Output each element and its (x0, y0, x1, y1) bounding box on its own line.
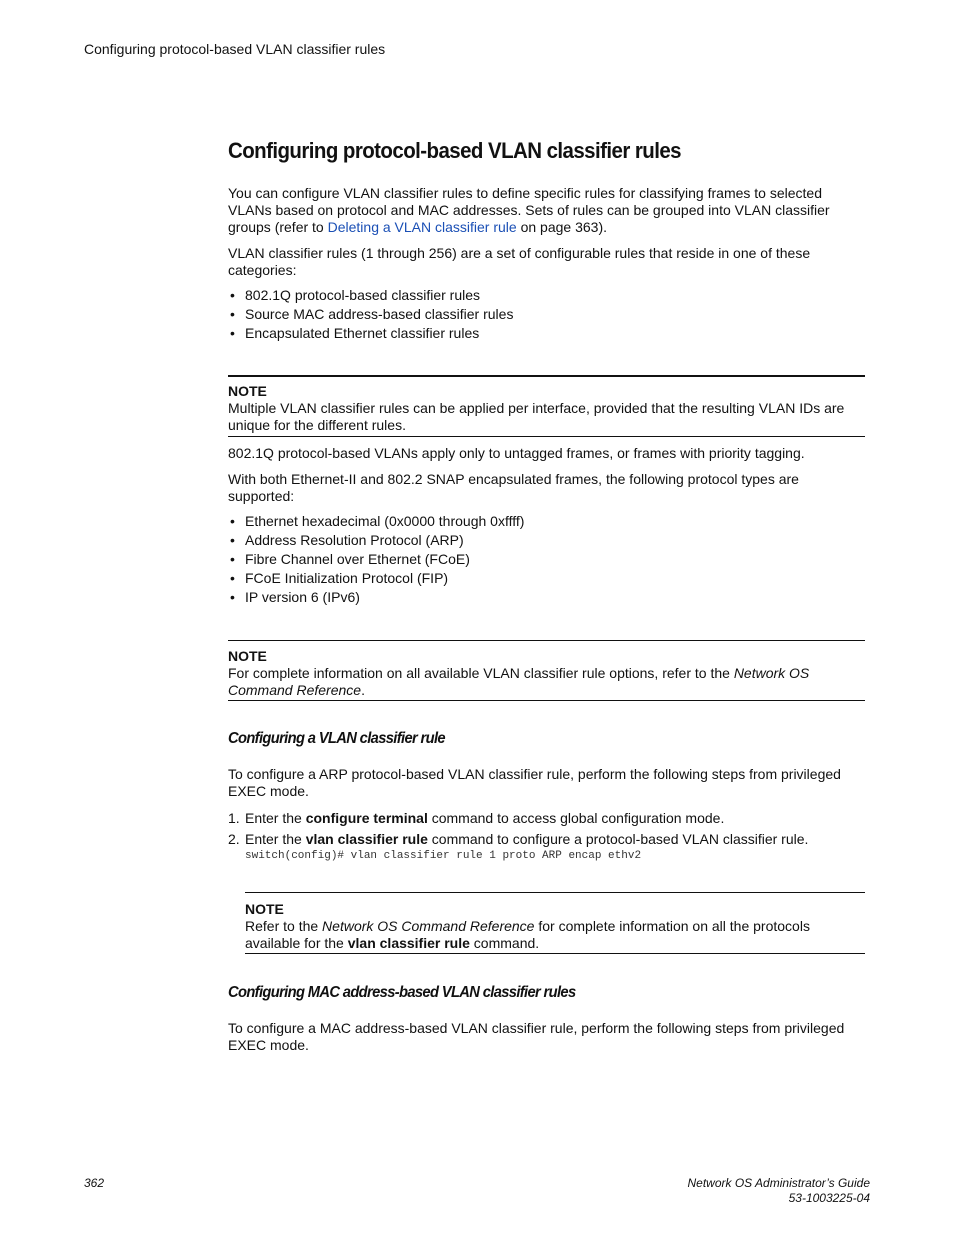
subsection-title-mac-rules: Configuring MAC address-based VLAN classifier rules (228, 984, 576, 1001)
category-list (228, 286, 513, 343)
para-8021q (228, 445, 865, 462)
note-text-italic: Network OS Command Reference (322, 918, 535, 934)
sub2-intro-text: To configure a MAC address-based VLAN classifier rule, perform the following steps from privileged EXEC mode. (228, 1020, 845, 1053)
list-item: • FCoE Initialization Protocol (FIP) (228, 569, 524, 588)
para-ethernet (228, 471, 865, 505)
list-item: • Source MAC address-based classifier rules (228, 305, 513, 324)
note-rule-bottom (228, 436, 865, 437)
section-title: Configuring protocol-based VLAN classifier rules (228, 138, 681, 163)
note-text-before: For complete information on all available VLAN classifier rule options, refer to the (228, 665, 734, 681)
step-text: Enter the (245, 810, 306, 826)
step-number: 2. (228, 831, 240, 847)
note-text-middle: for complete information on all the protocols available for the (245, 918, 810, 951)
doc-number: 53-1003225-04 (788, 1191, 870, 1205)
note-text-before: Refer to the (245, 918, 323, 934)
note-multiple-rules (228, 375, 865, 437)
note-text (245, 918, 865, 952)
step-number: 1. (228, 810, 240, 826)
intro-paragraph (228, 185, 865, 236)
para-8021q-text: 802.1Q protocol-based VLANs apply only to untagged frames, or frames with priority tagging. (228, 445, 805, 461)
footer-doc-info (687, 1176, 870, 1206)
step-item (228, 810, 865, 827)
note-text (228, 665, 865, 699)
note-protocols (245, 892, 865, 954)
protocol-list (228, 512, 524, 607)
list-item: • Encapsulated Ethernet classifier rules (228, 324, 513, 343)
list-item: • IP version 6 (IPv6) (228, 588, 524, 607)
step-text: command to configure a protocol-based VLAN classifier rule. (427, 831, 809, 847)
note-label: NOTE (228, 383, 267, 399)
guide-title: Network OS Administrator’s Guide (687, 1176, 870, 1190)
step-text: Enter the (245, 831, 306, 847)
step-text: command to access global configuration mode. (427, 810, 725, 826)
list-item: • Address Resolution Protocol (ARP) (228, 531, 524, 550)
note-label: NOTE (245, 901, 284, 917)
running-header: Configuring protocol-based VLAN classifier rules (84, 41, 386, 57)
note-text-after: command. (469, 935, 540, 951)
sub1-intro (228, 766, 865, 800)
steps-list (228, 810, 865, 863)
subsection-title-classifier-rule: Configuring a VLAN classifier rule (228, 730, 445, 747)
list-item: • Ethernet hexadecimal (0x0000 through 0xffff) (228, 512, 524, 531)
note-text-after: . (361, 682, 365, 698)
intro-text-before: You can configure VLAN classifier rules to define specific rules for classifying frames to selected VLANs based on protocol and MAC addresses. Sets of rules can be grouped into VLAN classifier groups (refer to (228, 185, 830, 235)
step-item (228, 831, 865, 863)
note-rule-bottom (228, 700, 865, 701)
note-text: Multiple VLAN classifier rules can be applied per interface, provided that the resulting VLAN IDs are unique for the different rules. (228, 400, 845, 433)
sub1-intro-text: To configure a ARP protocol-based VLAN classifier rule, perform the following steps from privileged EXEC mode. (228, 766, 841, 799)
code-example: switch(config)# vlan classifier rule 1 proto ARP encap ethv2 (245, 850, 642, 862)
note-command-reference (228, 640, 865, 701)
note-text-italic: Network OS Command Reference (228, 665, 810, 698)
list-item: • Fibre Channel over Ethernet (FCoE) (228, 550, 524, 569)
note-rule-bottom (245, 953, 865, 954)
rules-paragraph (228, 245, 865, 279)
deleting-rule-link[interactable]: Deleting a VLAN classifier rule (327, 219, 517, 235)
step-command: configure terminal (305, 810, 428, 826)
intro-text-after: on page 363). (516, 219, 607, 235)
note-label: NOTE (228, 648, 267, 664)
list-item: • 802.1Q protocol-based classifier rules (228, 286, 513, 305)
page-number: 362 (84, 1176, 105, 1190)
step-command: vlan classifier rule (305, 831, 428, 847)
para-ethernet-text: With both Ethernet-II and 802.2 SNAP encapsulated frames, the following protocol types are supported: (228, 471, 799, 504)
note-text-bold: vlan classifier rule (347, 935, 470, 951)
sub2-intro (228, 1020, 865, 1054)
rules-text: VLAN classifier rules (1 through 256) are a set of configurable rules that reside in one of these categories: (228, 245, 811, 278)
